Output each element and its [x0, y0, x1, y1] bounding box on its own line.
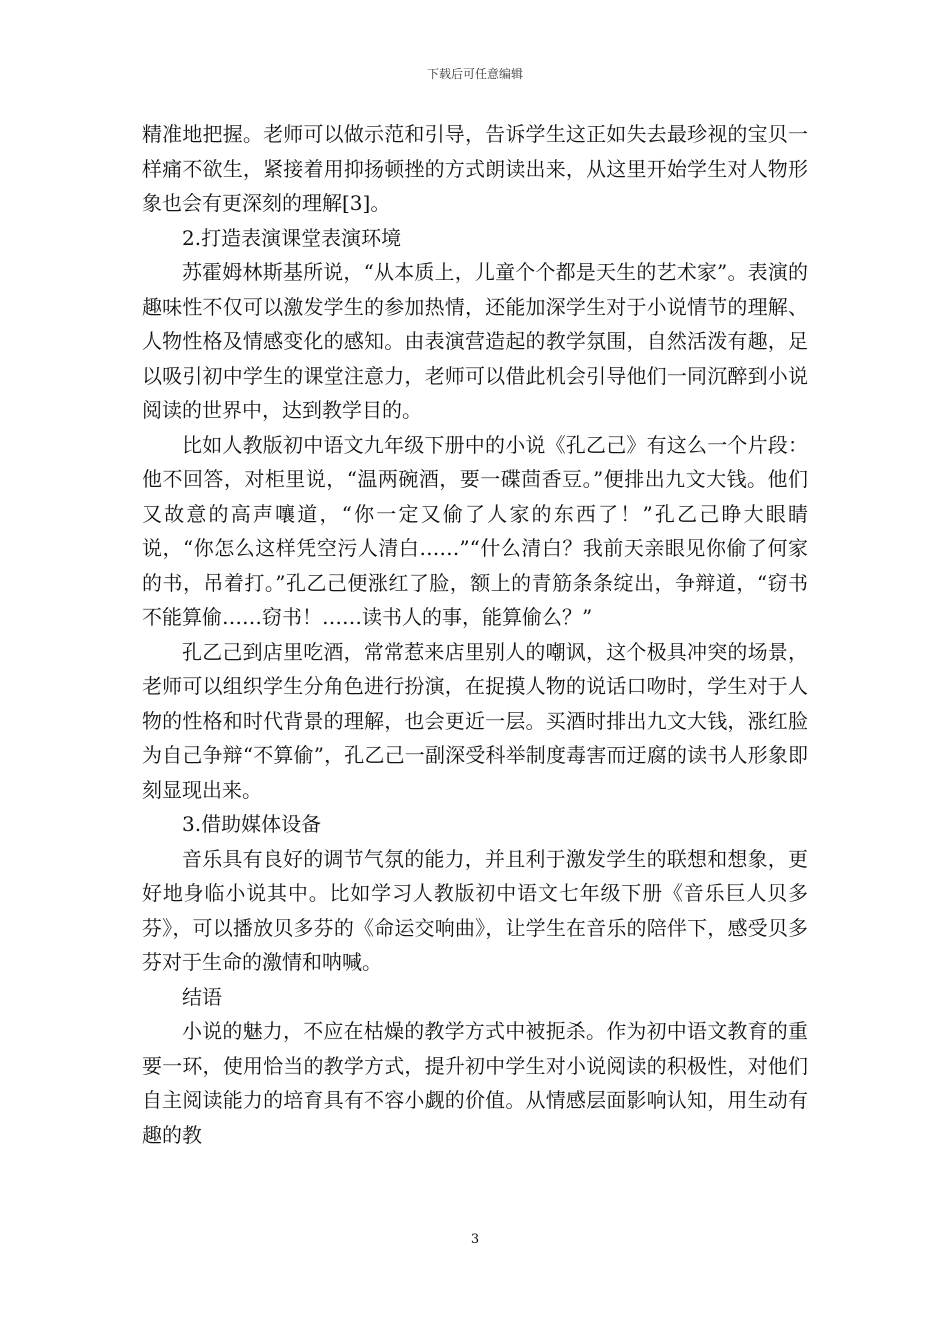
paragraph-kongyiji-analysis: 孔乙己到店里吃酒，常常惹来店里别人的嘲讽，这个极具冲突的场景，老师可以组织学生分角色进行扮演，在捉摸人物的说话口吻时，学生对于人物的性格和时代背景的理解，也会更近一层。买酒时排出九文大钱，涨红脸为自己争辩“不算偷”，孔乙己一副深受科举制度毒害而迂腐的读书人形象即刻显现出来。 — [142, 639, 808, 802]
paragraph-media: 音乐具有良好的调节气氛的能力，并且利于激发学生的联想和想象，更好地身临小说其中。比如学习人教版初中语文七年级下册《音乐巨人贝多芬》，可以播放贝多芬的《命运交响曲》，让学生在音乐的陪伴下，感受贝多芬对于生命的激情和呐喊。 — [142, 846, 808, 974]
page-header: 下载后可任意编辑 — [426, 67, 523, 81]
paragraph-continued: 精准地把握。老师可以做示范和引导，告诉学生这正如失去最珍视的宝贝一样痛不欲生，紧接着用抑扬顿挫的方式朗读出来，从这里开始学生对人物形象也会有更深刻的理解[3]。 — [142, 122, 808, 215]
section-heading-performance: 2.打造表演课堂表演环境 — [182, 225, 402, 250]
paragraph-conclusion: 小说的魅力，不应在枯燥的教学方式中被扼杀。作为初中语文教育的重要一环，使用恰当的教学方式，提升初中学生对小说阅读的积极性，对他们自主阅读能力的培育具有不容小觑的价值。从情感层面影响认知，用生动有趣的教 — [142, 1019, 808, 1147]
document-body — [142, 117, 808, 1152]
paragraph-kongyiji-excerpt: 比如人教版初中语文九年级下册中的小说《孔乙己》有这么一个片段：他不回答，对柜里说，“温两碗酒，要一碟茴香豆。”便排出九文大钱。他们又故意的高声嚷道，“你一定又偷了人家的东西了！”孔乙己睁大眼睛说，“你怎么这样凭空污人清白……”“什么清白？我前天亲眼见你偷了何家的书，吊着打。”孔乙己便涨红了脸，额上的青筋条条绽出，争辩道，“窃书不能算偷……窃书！……读书人的事，能算偷么？” — [142, 432, 808, 629]
section-heading-conclusion: 结语 — [182, 984, 222, 1009]
page-number: 3 — [470, 1232, 480, 1247]
section-heading-media: 3.借助媒体设备 — [182, 812, 322, 836]
paragraph-performance-intro: 苏霍姆林斯基所说，“从本质上，儿童个个都是天生的艺术家”。表演的趣味性不仅可以激发学生的参加热情，还能加深学生对于小说情节的理解、人物性格及情感变化的感知。由表演营造起的教学氛围，自然活泼有趣，足以吸引初中学生的课堂注意力，老师可以借此机会引导他们一同沉醉到小说阅读的世界中，达到教学目的。 — [142, 260, 808, 422]
